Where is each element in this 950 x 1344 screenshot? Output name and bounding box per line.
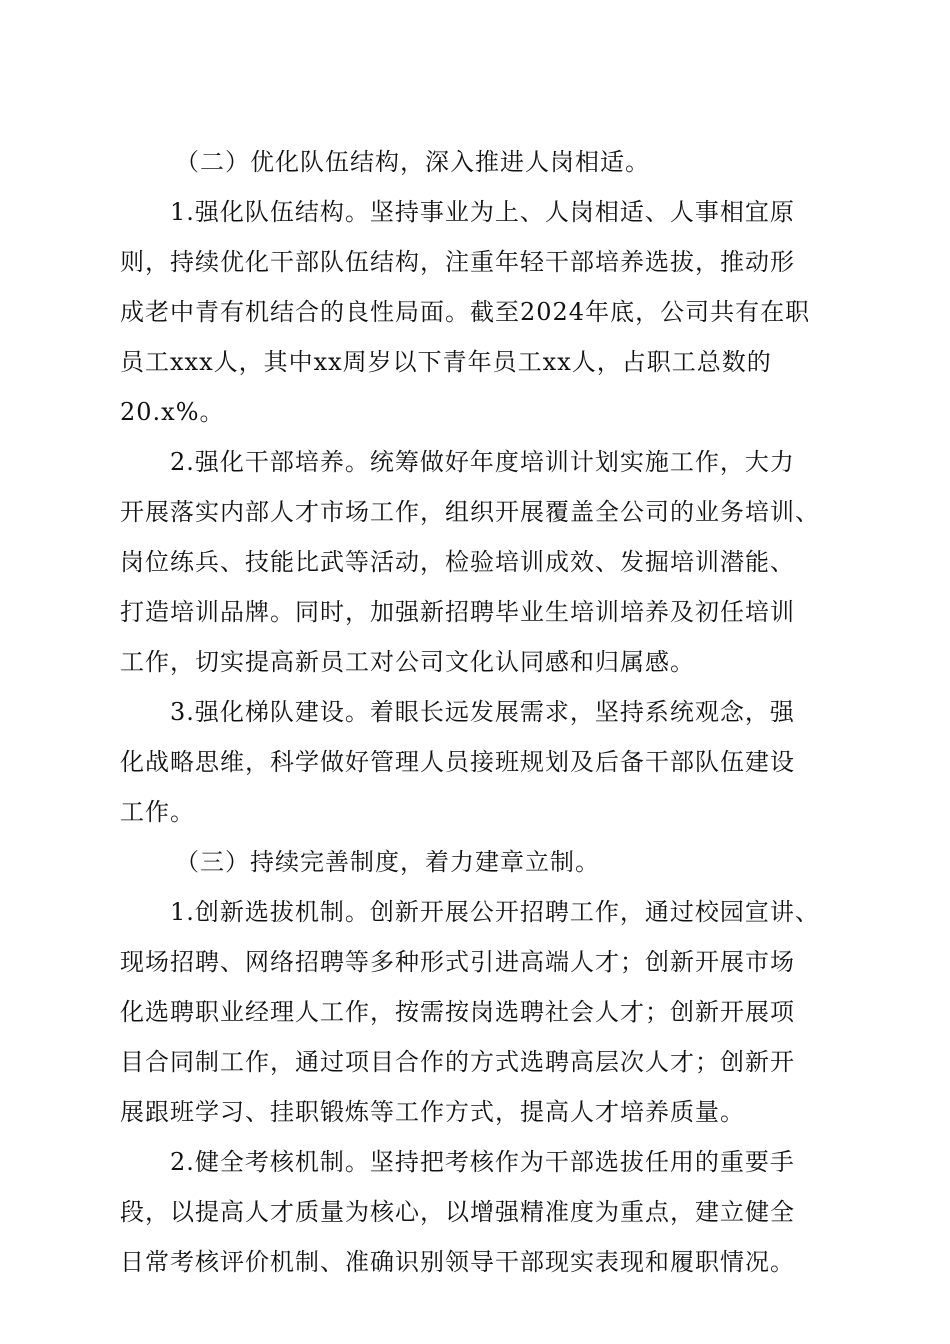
paragraph-line: 3.强化梯队建设。着眼长远发展需求，坚持系统观念，强 [170,698,795,726]
section-heading-3: （三）持续完善制度，着力建章立制。 [175,848,600,876]
paragraph-line: 1.创新选拔机制。创新开展公开招聘工作，通过校园宣讲、 [170,898,820,926]
paragraph-line: 则，持续优化干部队伍结构，注重年轻干部培养选拔，推动形 [120,248,795,276]
paragraph-line: 化选聘职业经理人工作，按需按岗选聘社会人才；创新开展项 [120,998,795,1026]
paragraph-line: 工作，切实提高新员工对公司文化认同感和归属感。 [120,648,695,676]
paragraph-line: 岗位练兵、技能比武等活动，检验培训成效、发掘培训潜能、 [120,548,795,576]
paragraph-line: 化战略思维，科学做好管理人员接班规划及后备干部队伍建设 [120,748,795,776]
paragraph-line: 工作。 [120,798,195,826]
paragraph-line: 20.x%。 [120,398,225,426]
paragraph-line: 目合同制工作，通过项目合作的方式选聘高层次人才；创新开 [120,1048,795,1076]
paragraph-line: 2.健全考核机制。坚持把考核作为干部选拔任用的重要手 [170,1148,795,1176]
paragraph-line: 员工xxx人，其中xx周岁以下青年员工xx人，占职工总数的 [120,348,772,376]
paragraph-line: 1.强化队伍结构。坚持事业为上、人岗相适、人事相宜原 [170,198,795,226]
paragraph-line: 打造培训品牌。同时，加强新招聘毕业生培训培养及初任培训 [120,598,795,626]
paragraph-line: 段，以提高人才质量为核心，以增强精准度为重点，建立健全 [120,1198,795,1226]
paragraph-line: 开展落实内部人才市场工作，组织开展覆盖全公司的业务培训、 [120,498,820,526]
paragraph-line: 日常考核评价机制、准确识别领导干部现实表现和履职情况。 [120,1248,795,1276]
paragraph-line: 展跟班学习、挂职锻炼等工作方式，提高人才培养质量。 [120,1098,745,1126]
paragraph-line: 现场招聘、网络招聘等多种形式引进高端人才；创新开展市场 [120,948,795,976]
section-heading-2: （二）优化队伍结构，深入推进人岗相适。 [175,148,650,176]
paragraph-line: 成老中青有机结合的良性局面。截至2024年底，公司共有在职 [120,298,811,326]
paragraph-line: 2.强化干部培养。统筹做好年度培训计划实施工作，大力 [170,448,795,476]
